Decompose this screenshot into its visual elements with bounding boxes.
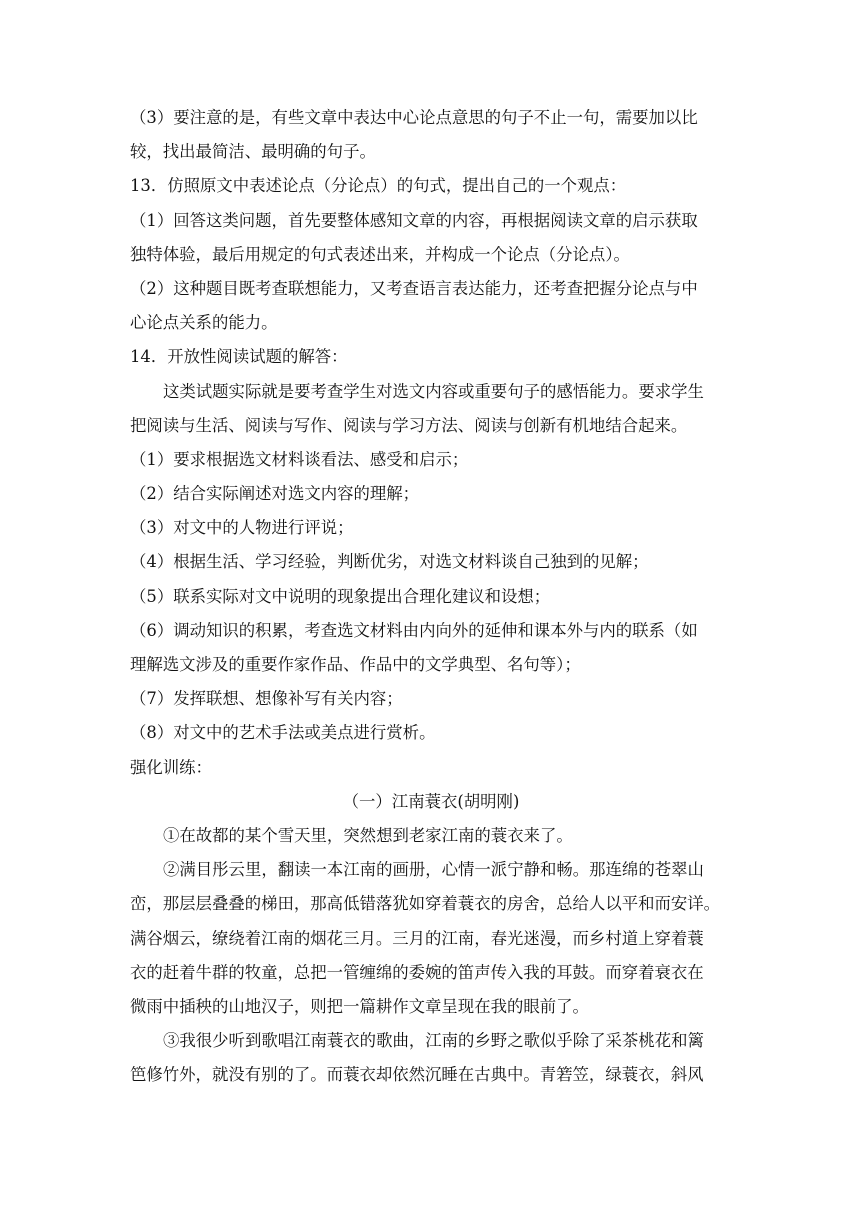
- article-title: （一）江南蓑衣(胡明刚): [342, 791, 520, 811]
- question-heading: 13．仿照原文中表述论点（分论点）的句式，提出自己的一个观点：: [130, 176, 627, 196]
- list-item: （3）对文中的人物进行评说；: [130, 518, 354, 538]
- text-line: 衣的赶着牛群的牧童，总把一管缠绵的委婉的笛声传入我的耳鼓。而穿着衰衣在: [130, 962, 704, 982]
- text-line: 较，找出最简洁、最明确的句子。: [130, 142, 376, 162]
- text-line: 笆修竹外，就没有别的了。而蓑衣却依然沉睡在古典中。青箬笠，绿蓑衣，斜风: [130, 1065, 704, 1085]
- paragraph-line: ③我很少听到歌唱江南蓑衣的歌曲，江南的乡野之歌似乎除了采茶桃花和篱: [163, 1031, 704, 1051]
- list-item: （7）发挥联想、想像补写有关内容；: [130, 689, 403, 709]
- text-line: 微雨中插秧的山地汉子，则把一篇耕作文章呈现在我的眼前了。: [130, 996, 589, 1016]
- list-item: （2）结合实际阐述对选文内容的理解；: [130, 484, 420, 504]
- document-body: [130, 101, 732, 1092]
- list-item: （6）调动知识的积累，考查选文材料由内向外的延伸和课本外与内的联系（如: [130, 620, 698, 640]
- paragraph-line: ①在故都的某个雪天里，突然想到老家江南的蓑衣来了。: [163, 825, 573, 845]
- text-line: 满谷烟云，缭绕着江南的烟花三月。三月的江南，春光迷漫，而乡村道上穿着蓑: [130, 928, 704, 948]
- question-heading: 14．开放性阅读试题的解答：: [130, 347, 348, 367]
- text-line: （2）这种题目既考查联想能力，又考查语言表达能力，还考查把握分论点与中: [130, 278, 698, 298]
- text-line: 独特体验，最后用规定的句式表述出来，并构成一个论点（分论点）。: [130, 244, 630, 264]
- text-line: （1）回答这类问题，首先要整体感知文章的内容，再根据阅读文章的启示获取: [130, 210, 698, 230]
- text-line: 理解选文涉及的重要作家作品、作品中的文学典型、名句等）；: [130, 655, 581, 674]
- list-item: （1）要求根据选文材料谈看法、感受和启示；: [130, 449, 469, 469]
- text-line: 心论点关系的能力。: [130, 313, 278, 333]
- list-item: （4）根据生活、学习经验，判断优劣，对选文材料谈自己独到的见解；: [130, 552, 649, 572]
- text-line: 把阅读与生活、阅读与写作、阅读与学习方法、阅读与创新有机地结合起来。: [130, 415, 688, 435]
- text-line: （3）要注意的是，有些文章中表达中心论点意思的句子不止一句，需要加以比: [130, 108, 698, 127]
- paragraph-line: 这类试题实际就是要考查学生对选文内容或重要句子的感悟能力。要求学生: [163, 381, 704, 401]
- paragraph-line: ②满目彤云里，翻读一本江南的画册，心情一派宁静和畅。那连绵的苍翠山: [163, 860, 704, 880]
- list-item: （5）联系实际对文中说明的现象提出合理化建议和设想；: [130, 586, 551, 606]
- text-line: 峦，那层层叠叠的梯田，那高低错落犹如穿着蓑衣的房舍，总给人以平和而安详。: [130, 894, 721, 914]
- list-item: （8）对文中的艺术手法或美点进行赏析。: [130, 723, 436, 743]
- section-heading: 强化训练：: [130, 757, 212, 777]
